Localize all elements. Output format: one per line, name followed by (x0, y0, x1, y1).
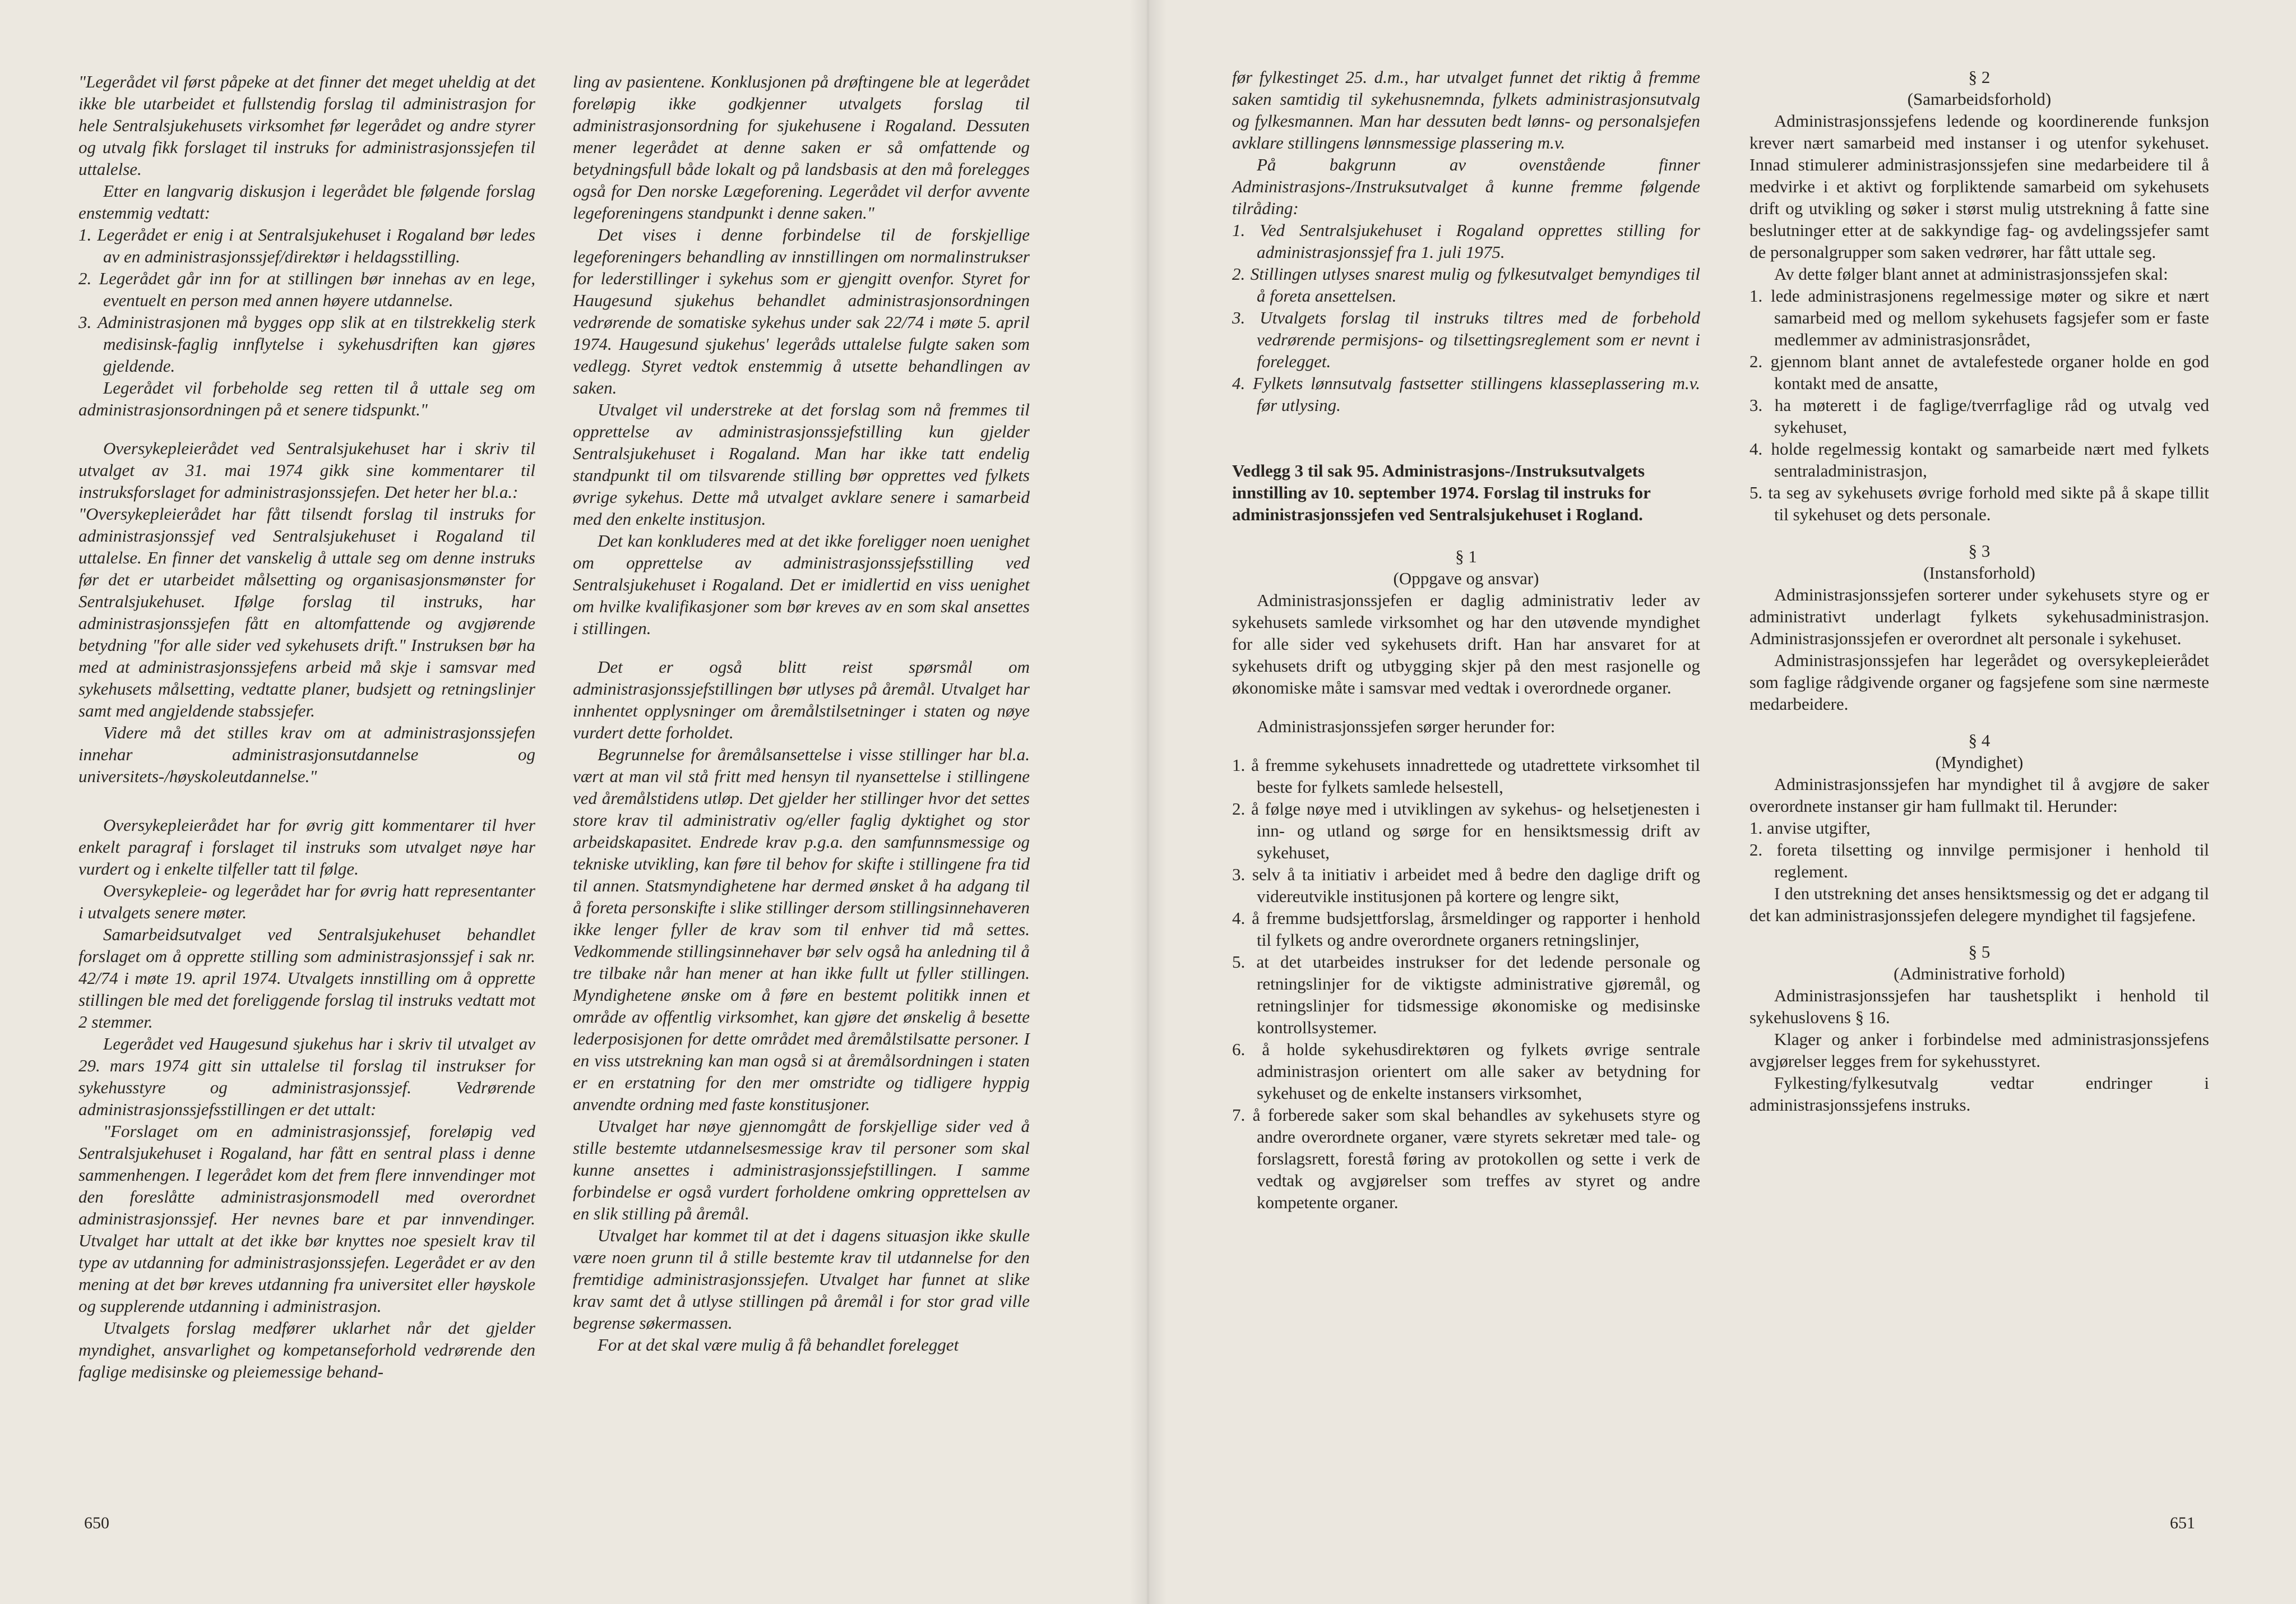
list-item: 2. foreta tilsetting og innvilge permisjoner i henhold til reglement. (1749, 840, 2209, 881)
right-page-column-1 (1232, 66, 1700, 1213)
list-item: 4. holde regelmessig kontakt og samarbeide nært med fylkets sentraladministrasjon, (1749, 439, 2209, 480)
list-item: 1. Ved Sentralsjukehuset i Rogaland opprettes stilling for administrasjonssjef fra 1. juli 1975. (1232, 220, 1700, 262)
section-4-body (1749, 773, 2209, 926)
paragraph: Administrasjonssjefen sørger herunder for: (1257, 717, 1556, 736)
section-4-number: § 4 (1968, 731, 1991, 750)
recommendation-text (1232, 66, 1700, 416)
page-number-left: 650 (84, 1514, 109, 1532)
paragraph: For at det skal være mulig å få behandlet forelegget (598, 1335, 959, 1355)
list-item: 1. lede administrasjonens regelmessige møter og sikre et nært samarbeid med og mellom sykehusets fagsjefer som er faste medlemmer av administrasjonsrådet, (1749, 286, 2209, 349)
section-2-title: (Samarbeidsforhold) (1907, 89, 2052, 109)
paragraph: "Forslaget om en administrasjonssjef, foreløpig ved Sentralsjukehuset i Rogaland, har fått en sentral plass i denne sammenhengen. I legerådet kom det frem flere innvendinger mot den foreslåtte administrasjonsmodell med overordnet administrasjonssjef. Her nevnes bare et par innvendinger. Utvalget har uttalt at det ikke bør knyttes noe spesielt krav til type av utdanning for administrasjonssjefen. Legerådet er av den mening at det bør kreves utdanning fra universitet eller høyskole og supplerende utdanning i administrasjon. (78, 1121, 535, 1316)
paragraph: Utvalget har kommet til at det i dagens situasjon ikke skulle være noen grunn til å stille bestemte krav til utdannelse for den fremtidige administrasjonssjefen. Utvalget har funnet at slike krav samt det å utlyse stillingen på åremål i for stor grad ville begrense søkermassen. (573, 1226, 1030, 1333)
list-item: 5. ta seg av sykehusets øvrige forhold med sikte på å skape tillit til sykehuset og dets personale. (1749, 483, 2209, 524)
paragraph: Av dette følger blant annet at administrasjonssjefen skal: (1774, 264, 2168, 284)
paragraph: Administrasjonssjefen har taushetsplikt i henhold til sykehuslovens § 16. (1749, 986, 2209, 1027)
section-1-body (1232, 589, 1700, 1213)
section-2-body (1749, 110, 2209, 525)
paragraph: Legerådet ved Haugesund sjukehus har i skriv til utvalget av 29. mars 1974 gitt sin uttalelse til forslag til instrukser for sykehusstyre og administrasjonssjef. Vedrørende administrasjonssjefsstillingen er det uttalt: (78, 1034, 535, 1119)
section-5-title: (Administrative forhold) (1894, 964, 2065, 983)
section-3-title: (Instansforhold) (1923, 563, 2035, 583)
paragraph: Videre må det stilles krav om at administrasjonssjefen innehar administrasjonsutdannelse og universitets-/høyskoleutdannelse." (78, 723, 535, 786)
paragraph: før fylkestinget 25. d.m., har utvalget funnet det riktig å fremme saken samtidig til sykehusnemnda, fylkets administrasjonsutvalg og fylkesmannen. Man har dessuten bedt lønns- og personalsjefen avklare stillingens lønnsmessige plassering m.v. (1232, 67, 1700, 152)
paragraph: Klager og anker i forbindelse med administrasjonssjefens avgjørelser legges frem for sykehusstyret. (1749, 1029, 2209, 1071)
list-item: 1. Legerådet er enig i at Sentralsjukehuset i Rogaland bør ledes av en administrasjonssjef/direktør i heldagsstilling. (78, 225, 535, 266)
section-1-title: (Oppgave og ansvar) (1393, 568, 1539, 588)
paragraph: Oversykepleierådet har for øvrig gitt kommentarer til hver enkelt paragraf i forslaget til instruks som utvalget nøye har vurdert og i enkelte tilfeller tatt til følge. (78, 815, 535, 879)
paragraph: Samarbeidsutvalget ved Sentralsjukehuset behandlet forslaget om å opprette stilling som administrasjonssjef i sak nr. 42/74 i møte 19. april 1974. Utvalgets innstilling om å opprette stillingen ble med det foreliggende forslag til instruks vedtatt mot 2 stemmer. (78, 925, 535, 1032)
paragraph: Det kan konkluderes med at det ikke foreligger noen uenighet om opprettelse av administrasjonssjefsstilling ved Sentralsjukehuset i Rogaland. Det er imidlertid en viss uenighet om hvilke kvalifikasjoner som bør kreves av en som skal ansettes i stillingen. (573, 531, 1030, 638)
paragraph: Utvalgets forslag medfører uklarhet når det gjelder myndighet, ansvarlighet og kompetanseforhold vedrørende den faglige medisinske og pleiemessige behand- (78, 1318, 535, 1381)
paragraph: Administrasjonssjefen har myndighet til å avgjøre de saker overordnete instanser gir ham fullmakt til. Herunder: (1749, 774, 2209, 816)
list-item: 1. å fremme sykehusets innadrettede og utadrettete virksomhet til beste for fylkets samlede helsestell, (1232, 755, 1700, 797)
list-item: 2. Stillingen utlyses snarest mulig og fylkesutvalget bemyndiges til å foreta ansettelsen. (1232, 264, 1700, 306)
paragraph: Administrasjonssjefens ledende og koordinerende funksjon krever nært samarbeid med instanser i og utenfor sykehuset. Innad stimulerer administrasjonssjefen sine medarbeidere til å medvirke i et aktivt og forpliktende samarbeid om sykehusets drift og utvikling og søker i størst mulig utstrekning å fatte sine beslutninger etter at de sakkyndige fag- og avdelingssjefer samt de personalgrupper som saken vedrører, har fått uttale seg. (1749, 111, 2209, 262)
section-3-body (1749, 584, 2209, 715)
section-4-title: (Myndighet) (1935, 752, 2024, 772)
paragraph: Etter en langvarig diskusjon i legerådet ble følgende forslag enstemmig vedtatt: (78, 181, 535, 223)
list-item: 6. å holde sykehusdirektøren og fylkets øvrige sentrale administrasjon orientert om alle saker av betydning for sykehuset og de enkelte instansers virksomhet, (1232, 1039, 1700, 1103)
list-item: 2. gjennom blant annet de avtalefestede organer holde en god kontakt med de ansatte, (1749, 352, 2209, 393)
list-item: 4. Fylkets lønnsutvalg fastsetter stillingens klasseplassering m.v. før utlysing. (1232, 373, 1700, 415)
list-item: 2. å følge nøye med i utviklingen av sykehus- og helsetjenesten i inn- og utland og sørge for en hensiktsmessig drift av sykehuset, (1232, 799, 1700, 862)
paragraph: ling av pasientene. Konklusjonen på drøftingene ble at legerådet foreløpig ikke godkjenner utvalgets forslag til administrasjonsordning for sjukehusene i Rogaland. Dessuten mener legerådet at denne saken er så omfattende og betydningsfull både lokalt og på landsbasis at den må forelegges også for Den norske Lægeforening. Legerådet vil derfor avvente legeforeningens standpunkt i denne saken." (573, 72, 1030, 223)
list-item: 3. ha møterett i de faglige/tverrfaglige råd og utvalg ved sykehuset, (1749, 395, 2209, 437)
list-item: 7. å forberede saker som skal behandles av sykehusets styre og andre overordnete organer, være styrets sekretær med tale- og forslagsrett, forestå føring av protokollen og sette i verk de vedtak og avgjørelser som treffes av styret og andre kompetente organer. (1232, 1105, 1700, 1212)
paragraph: Det vises i denne forbindelse til de forskjellige legeforeningers behandling av innstillingen om normalinstrukser for lederstillinger i sykehus som er gjengitt ovenfor. Styret for Haugesund sjukehus behandlet administrasjonsordningen vedrørende de somatiske sykehus under sak 22/74 i møte 5. april 1974. Haugesund sjukehus' legeråds uttalelse fulgte saken som vedlegg. Styret vedtok enstemmig å utsette behandlingen av saken. (573, 225, 1030, 397)
paragraph: Oversykepleierådet ved Sentralsjukehuset har i skriv til utvalget av 31. mai 1974 gikk sine kommentarer til instruksforslaget for administrasjonssjefen. Det heter her bl.a.: (78, 438, 535, 502)
paragraph: I den utstrekning det anses hensiktsmessig og det er adgang til det kan administrasjonssjefen delegere myndighet til fagsjefene. (1749, 884, 2209, 925)
list-item: 5. at det utarbeides instrukser for det ledende personale og retningslinjer for de viktigste administrative gjøremål, og retningslinjer for tidsmessige økonomiske og medisinske kontrollsystemer. (1232, 952, 1700, 1037)
paragraph: Det er også blitt reist spørsmål om administrasjonssjefstillingen bør utlyses på åremål. Utvalget har innhentet opplysninger om åremålstilsetninger i staten og nøye vurdert dette forholdet. (573, 657, 1030, 742)
left-page-column-2 (573, 71, 1030, 1356)
list-item: 2. Legerådet går inn for at stillingen bør innehas av en lege, eventuelt en person med annen høyere utdannelse. (78, 269, 535, 310)
paragraph: Administrasjonssjefen er daglig administrativ leder av sykehusets samlede virksomhet og har den utøvende myndighet for alle sider ved sykehusets drift. Han har ansvaret for at sykehusets drift og utbygging skjer på den mest rasjonelle og økonomiske måte i samsvar med vedtak i overordnede organer. (1232, 590, 1700, 697)
section-1-number: § 1 (1455, 547, 1477, 566)
paragraph: Legerådet vil forbeholde seg retten til å uttale seg om administrasjonsordningen på et senere tidspunkt." (78, 378, 535, 419)
paragraph: Administrasjonssjefen sorterer under sykehusets styre og er administrativt underlagt fylkets sykehusadministrasjon. Administrasjonssjefen er overordnet alt personale i sykehuset. (1749, 585, 2209, 648)
list-item: 4. å fremme budsjettforslag, årsmeldinger og rapporter i henhold til fylkets og andre overordnete organers retningslinjer, (1232, 908, 1700, 950)
list-item: 3. selv å ta initiativ i arbeidet med å bedre den daglige drift og videreutvikle institusjonen på kortere og lengre sikt, (1232, 865, 1700, 906)
paragraph: Begrunnelse for åremålsansettelse i visse stillinger har bl.a. vært at man vil stå fritt med hensyn til nyansettelse i stillingene ved åremålstidens utløp. Det gjelder her stillinger hvor det settes store krav til administrativ og/eller faglig dyktighet og stor arbeidskapasitet. Endrede krav p.g.a. den samfunnsmessige og tekniske utvikling, kan føre til behov for skifte i stillingene fra tid til annen. Statsmyndighetene har dermed ønsket å ha adgang til å foreta personskifte i slike stillinger dersom stillingsinnehaveren ikke lenger fyller de krav som til enhver tid må settes. Vedkommende stillingsinnehaver bør selv også ha anledning til å tre tilbake når han mener at han ikke fullt ut fyller stillingen. Myndighetene ønske om å føre en bestemt politikk innen et område av offentlig virksomhet, kan gjøre det ønskelig å besette lederposisjonen for dette området med åremålstilsatte personer. I en viss utstrekning kan man også si at åremålsordningen i staten er en erstatning for den mer omstridte og tidligere hyppig anvendte ordning med faste konstitusjoner. (573, 745, 1030, 1114)
paragraph: Utvalget vil understreke at det forslag som nå fremmes til opprettelse av administrasjonssjefstilling kun gjelder Sentralsjukehuset i Rogaland. Man har ikke tatt endelig standpunkt til om tilsvarende stilling bør opprettes ved fylkets øvrige sykehus. Dette må utvalget avklare senere i samarbeid med den enkelte institusjon. (573, 400, 1030, 529)
paragraph: På bakgrunn av ovenstående finner Administrasjons-/Instruksutvalget å kunne fremme følgende tilråding: (1232, 155, 1700, 218)
appendix-heading: Vedlegg 3 til sak 95. Administrasjons-/Instruksutvalgets innstilling av 10. september 1974. Forslag til instruks for administrasjonssjefen ved Sentralsjukehuset i Rogland. (1232, 461, 1651, 524)
section-2-number: § 2 (1968, 67, 1991, 87)
list-item: 3. Administrasjonen må bygges opp slik at en tilstrekkelig sterk medisinsk-faglig innflytelse i sykehusdriften kan gjøres gjeldende. (78, 312, 535, 376)
list-item: 3. Utvalgets forslag til instruks tiltres med de forbehold vedrørende permisjons- og tilsettingsreglement som er nevnt i forelegget. (1232, 308, 1700, 371)
paragraph: "Oversykepleierådet har fått tilsendt forslag til instruks for administrasjonssjef ved Sentralsjukehuset i Rogaland til uttalelse. En finner det vanskelig å uttale seg om denne instruks før det er utarbeidet målsetting og organisasjonsmønster for Sentralsjukehuset. Ifølge forslag til instruks, har administrasjonssjefen fått en altomfattende og avgjørende betydning "for alle sider ved sykehusets drift." Instruksen bør ha med at administrasjonssjefens arbeid må skje i samsvar med sykehusets målsetting, vedtatte planer, budsjett og retningslinjer samt med angjeldende stabssjefer. (78, 504, 535, 720)
paragraph: Utvalget har nøye gjennomgått de forskjellige sider ved å stille bestemte utdannelsesmessige krav til personer som skal kunne ansettes i administrasjonssjefstillingen. I samme forbindelse er også vurdert forholdene omkring opprettelsen av en slik stilling på åremål. (573, 1116, 1030, 1223)
paragraph: Fylkesting/fylkesutvalg vedtar endringer i administrasjonssjefens instruks. (1749, 1073, 2209, 1115)
list-item: 1. anvise utgifter, (1749, 818, 1871, 838)
section-5-body (1749, 984, 2209, 1116)
page-number-right: 651 (2170, 1514, 2195, 1532)
section-3-number: § 3 (1968, 541, 1991, 561)
paragraph: Administrasjonssjefen har legerådet og oversykepleierådet som faglige rådgivende organer og fagsjefene som sine nærmeste medarbeidere. (1749, 650, 2209, 714)
paragraph: Oversykepleie- og legerådet har for øvrig hatt representanter i utvalgets senere møter. (78, 881, 535, 922)
right-page (1148, 0, 2296, 1604)
paragraph: "Legerådet vil først påpeke at det finner det meget uheldig at det ikke ble utarbeidet et fullstendig forslag til administrasjon for hele Sentralsjukehusets virksomhet før legerådet og andre styrer og utvalg fikk forslaget til instruks for administrasjonssjefen til uttalelse. (78, 72, 535, 179)
section-5-number: § 5 (1968, 942, 1991, 962)
left-page-column-1 (78, 71, 535, 1383)
right-page-column-2 (1749, 66, 2209, 1116)
